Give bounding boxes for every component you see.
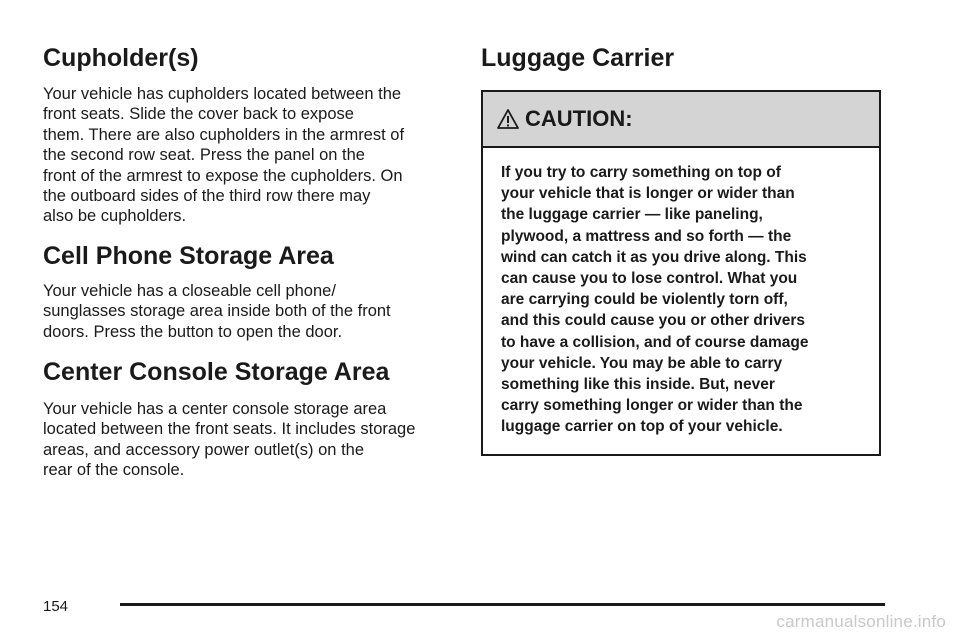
caution-line: your vehicle. You may be able to carry (501, 354, 783, 372)
paragraph-line: rear of the console. (43, 461, 185, 480)
paragraph-line: the outboard sides of the third row there may (43, 187, 371, 206)
paragraph-line: located between the front seats. It includes storage (43, 420, 416, 439)
caution-line: are carrying could be violently torn off, (501, 291, 788, 309)
caution-body (483, 148, 879, 454)
caution-line: can cause you to lose control. What you (501, 270, 798, 288)
luggage-carrier-heading: Luggage Carrier (481, 44, 675, 72)
paragraph-line: front seats. Slide the cover back to expose (43, 105, 354, 124)
cupholders-heading: Cupholder(s) (43, 44, 199, 72)
center-console-heading: Center Console Storage Area (43, 358, 390, 386)
paragraph-line: Your vehicle has cupholders located between the (43, 85, 402, 103)
caution-line: something like this inside. But, never (501, 376, 775, 394)
watermark: carmanualsonline.info (776, 612, 946, 631)
caution-line: carry something longer or wider than the (501, 397, 803, 415)
cell-phone-heading: Cell Phone Storage Area (43, 242, 334, 270)
cell-phone-paragraph (43, 281, 391, 342)
paragraph-line: front of the armrest to expose the cupholders. On (43, 166, 403, 185)
paragraph-line: also be cupholders. (43, 207, 187, 226)
paragraph-line: Your vehicle has a center console storage area (43, 400, 387, 418)
page-number: 154 (43, 598, 69, 615)
caution-box (481, 90, 881, 456)
cupholders-paragraph (43, 84, 453, 227)
caution-line: wind can catch it as you drive along. This (501, 248, 807, 266)
right-column (481, 42, 885, 456)
cupholders-section (43, 42, 453, 227)
paragraph-line: areas, and accessory power outlet(s) on the (43, 440, 365, 459)
center-console-section (43, 356, 415, 481)
caution-line: plywood, a mattress and so forth — the (501, 227, 792, 245)
caution-line: luggage carrier on top of your vehicle. (501, 418, 783, 436)
paragraph-line: them. There are also cupholders in the armrest of (43, 125, 405, 144)
cell-phone-section (43, 240, 391, 342)
center-console-paragraph (43, 399, 415, 481)
caution-line: your vehicle that is longer or wider than (501, 185, 795, 203)
paragraph-line: the second row seat. Press the panel on the (43, 146, 365, 165)
paragraph-line: doors. Press the button to open the door. (43, 322, 343, 341)
footer-rule (120, 603, 885, 606)
caution-line: If you try to carry something on top of (501, 164, 781, 181)
caution-header (483, 92, 879, 148)
caution-line: and this could cause you or other drivers (501, 312, 806, 330)
paragraph-line: Your vehicle has a closeable cell phone/ (43, 282, 336, 300)
caution-title: CAUTION: (525, 106, 633, 131)
caution-triangle-icon (497, 108, 519, 130)
caution-line: the luggage carrier — like paneling, (501, 206, 763, 224)
paragraph-line: sunglasses storage area inside both of the front (43, 302, 391, 321)
left-column (43, 42, 453, 480)
caution-line: to have a collision, and of course damage (501, 333, 809, 351)
